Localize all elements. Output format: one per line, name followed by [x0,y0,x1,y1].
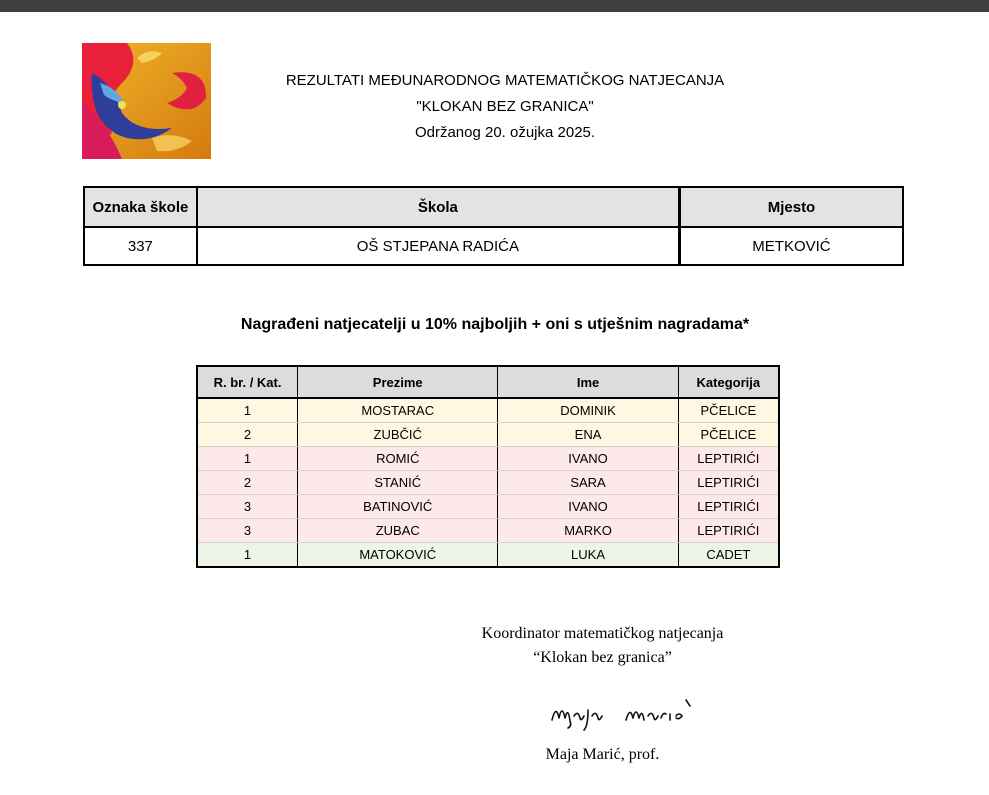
col-header-surname: Prezime [298,366,498,398]
school-name: OŠ STJEPANA RADIĆA [197,227,680,265]
cell-name: LUKA [498,543,678,568]
cell-name: SARA [498,471,678,495]
cell-category: PČELICE [678,423,779,447]
cell-rank: 2 [197,423,298,447]
klokan-logo [82,43,211,159]
table-row [197,447,779,471]
cell-category: PČELICE [678,398,779,423]
cell-surname: MATOKOVIĆ [298,543,498,568]
cell-name: IVANO [498,495,678,519]
coordinator-block [470,622,735,670]
cell-category: LEPTIRIĆI [678,447,779,471]
cell-name: IVANO [498,447,678,471]
results-table [196,365,780,568]
cell-rank: 3 [197,495,298,519]
table-row [197,471,779,495]
cell-category: LEPTIRIĆI [678,471,779,495]
cell-rank: 3 [197,519,298,543]
header-title: REZULTATI MEĐUNARODNOG MATEMATIČKOG NATJECANJA [285,72,725,89]
school-table [83,186,904,266]
col-header-school-code: Oznaka škole [84,187,197,227]
awards-title: Nagrađeni natjecatelji u 10% najboljih + oni s utješnim nagradama* [240,316,750,333]
handwritten-signature [548,696,698,732]
coordinator-title: Koordinator matematičkog natjecanja [481,625,724,642]
cell-surname: STANIĆ [298,471,498,495]
table-row [197,398,779,423]
school-code: 337 [84,227,197,265]
document-header [270,68,740,146]
cell-name: DOMINIK [498,398,678,423]
cell-category: LEPTIRIĆI [678,495,779,519]
table-row [197,519,779,543]
table-row [197,495,779,519]
col-header-category: Kategorija [678,366,779,398]
school-city: METKOVIĆ [679,227,903,265]
school-row [84,227,903,265]
table-row [197,543,779,568]
cell-name: ENA [498,423,678,447]
cell-rank: 2 [197,471,298,495]
col-header-school: Škola [197,187,680,227]
header-date: Održanog 20. ožujka 2025. [414,124,596,141]
cell-category: LEPTIRIĆI [678,519,779,543]
cell-name: MARKO [498,519,678,543]
coordinator-name: Maja Marić, prof. [545,746,660,763]
header-competition-name: "KLOKAN BEZ GRANICA" [416,98,594,115]
window-top-bar [0,0,989,12]
cell-rank: 1 [197,543,298,568]
col-header-rank: R. br. / Kat. [197,366,298,398]
cell-surname: ROMIĆ [298,447,498,471]
cell-rank: 1 [197,398,298,423]
cell-surname: BATINOVIĆ [298,495,498,519]
results-header-row [197,366,779,398]
coordinator-competition: “Klokan bez granica” [533,649,672,666]
cell-rank: 1 [197,447,298,471]
cell-surname: MOSTARAC [298,398,498,423]
col-header-name: Ime [498,366,678,398]
table-row [197,423,779,447]
cell-surname: ZUBAC [298,519,498,543]
cell-category: CADET [678,543,779,568]
school-table-header [84,187,903,227]
cell-surname: ZUBČIĆ [298,423,498,447]
col-header-city: Mjesto [679,187,903,227]
